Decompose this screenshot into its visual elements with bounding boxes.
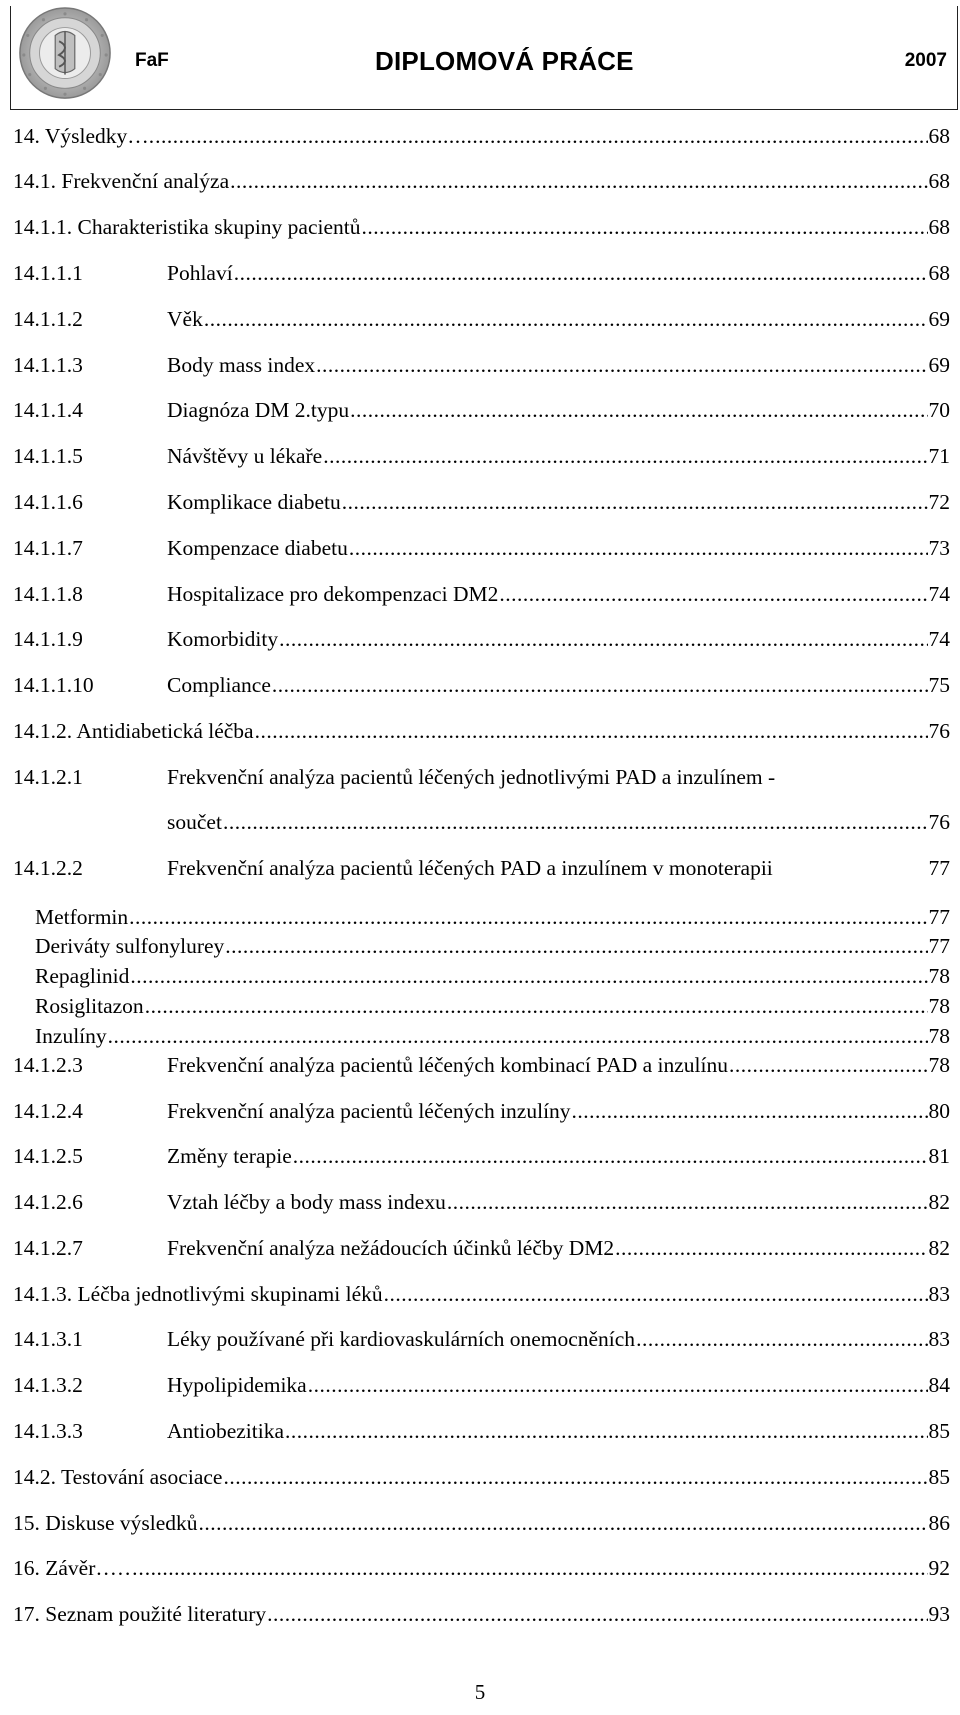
toc-entry-title: 14.1.2. Antidiabetická léčba xyxy=(13,719,254,743)
toc-entry[interactable] xyxy=(13,1021,953,1051)
toc-entry[interactable] xyxy=(13,350,953,380)
toc-entry-body xyxy=(167,533,950,563)
toc-entry[interactable] xyxy=(13,1096,953,1126)
toc-entry[interactable] xyxy=(13,1416,953,1446)
toc-entry-title: Komplikace diabetu xyxy=(167,490,341,514)
toc-entry-title: 14.2. Testování asociace xyxy=(13,1465,223,1489)
toc-entry[interactable] xyxy=(13,931,953,961)
toc-entry-title: Frekvenční analýza nežádoucích účinků léčby DM2 xyxy=(167,1236,615,1260)
toc-entry-title: Compliance xyxy=(167,673,271,697)
dot-leader xyxy=(155,121,927,151)
toc-entry[interactable] xyxy=(13,853,953,883)
toc-entry-body xyxy=(167,1233,950,1263)
toc-entry-number: 14.1.1.3 xyxy=(13,353,83,377)
toc-entry-page: 68 xyxy=(928,261,950,285)
toc-entry[interactable] xyxy=(13,961,953,991)
toc-entry-number: 14.1.2.4 xyxy=(13,1099,83,1123)
toc-entry-body xyxy=(167,1096,950,1126)
dot-leader xyxy=(279,624,927,654)
toc-entry[interactable] xyxy=(13,395,953,425)
dot-leader xyxy=(130,961,927,991)
dot-leader xyxy=(349,533,928,563)
toc-entry-page: 92 xyxy=(928,1556,950,1580)
toc-entry-page: 68 xyxy=(928,124,950,148)
toc-entry-title: Frekvenční analýza pacientů léčených inzulíny xyxy=(167,1099,571,1123)
toc-entry-number: 14.1.2.2 xyxy=(13,856,83,880)
toc-entry-body xyxy=(167,853,950,883)
toc-entry-page: 85 xyxy=(928,1419,950,1443)
toc-entry-number: 14.1.1.1 xyxy=(13,261,83,285)
toc-entry-title: Metformin xyxy=(35,905,129,929)
toc-entry-number: 14.1.3.3 xyxy=(13,1419,83,1443)
toc-entry-title: 15. Diskuse výsledků xyxy=(13,1511,198,1535)
toc-entry-body xyxy=(167,304,950,334)
dot-leader xyxy=(145,1553,928,1583)
toc-entry-title: 14.1.1. Charakteristika skupiny pacientů xyxy=(13,215,361,239)
toc-entry-title: Změny terapie xyxy=(167,1144,292,1168)
toc-entry-page: 83 xyxy=(928,1327,950,1351)
dot-leader xyxy=(230,166,927,196)
toc-entry-page: 76 xyxy=(928,719,950,743)
dot-leader xyxy=(572,1096,928,1126)
toc-entry-continuation[interactable] xyxy=(13,807,953,837)
toc-entry-number: 14.1.2.5 xyxy=(13,1144,83,1168)
toc-entry-number: 14.1.1.7 xyxy=(13,536,83,560)
toc-entry[interactable] xyxy=(13,1462,953,1492)
toc-entry-page: 86 xyxy=(928,1511,950,1535)
dot-leader xyxy=(267,1599,927,1629)
toc-entry-page: 82 xyxy=(928,1236,950,1260)
toc-entry-number: 14.1.1.9 xyxy=(13,627,83,651)
toc-entry-title: Vztah léčby a body mass indexu xyxy=(167,1190,446,1214)
dot-leader xyxy=(129,902,927,932)
dot-leader xyxy=(729,1050,927,1080)
toc-entry[interactable] xyxy=(13,212,953,242)
toc-entry-page: 75 xyxy=(928,673,950,697)
toc-entry[interactable] xyxy=(13,441,953,471)
toc-entry-title: Léky používané při kardiovaskulárních onemocněních xyxy=(167,1327,636,1351)
toc-entry-body xyxy=(167,350,950,380)
toc-entry-body xyxy=(35,902,950,932)
toc-entry-page: 77 xyxy=(928,905,950,929)
toc-entry[interactable] xyxy=(13,258,953,288)
toc-entry-title: Frekvenční analýza pacientů léčených PAD a inzulínem v monoterapii xyxy=(167,856,773,880)
toc-entry-body xyxy=(167,1187,950,1217)
dot-leader xyxy=(615,1233,927,1263)
toc-entry-body xyxy=(13,166,950,196)
toc-entry-page: 68 xyxy=(928,169,950,193)
toc-entry[interactable] xyxy=(13,579,953,609)
dot-leader xyxy=(223,1462,927,1492)
toc-entry-title: Komorbidity xyxy=(167,627,279,651)
toc-entry[interactable] xyxy=(13,1324,953,1354)
toc-entry-body xyxy=(167,1141,950,1171)
toc-entry-body xyxy=(167,1050,950,1080)
toc-entry[interactable] xyxy=(13,1370,953,1400)
toc-entry-page: 78 xyxy=(928,1053,950,1077)
toc-entry[interactable] xyxy=(13,716,953,746)
dot-leader xyxy=(447,1187,928,1217)
toc-entry-page: 71 xyxy=(928,444,950,468)
toc-entry-page: 82 xyxy=(928,1190,950,1214)
toc-entry-title: 14. Výsledky…. xyxy=(13,124,155,148)
dot-leader xyxy=(308,1370,928,1400)
toc-entry-page: 83 xyxy=(928,1282,950,1306)
toc-entry-number: 14.1.1.8 xyxy=(13,582,83,606)
dot-leader xyxy=(225,931,927,961)
toc-entry-title: Návštěvy u lékaře xyxy=(167,444,323,468)
dot-leader xyxy=(204,304,928,334)
toc-entry[interactable] xyxy=(13,304,953,334)
toc-entry-title: Repaglinid xyxy=(35,964,130,988)
header-year: 2007 xyxy=(904,50,947,71)
toc-entry-number: 14.1.2.6 xyxy=(13,1190,83,1214)
toc-entry-title: Antiobezitika xyxy=(167,1419,285,1443)
faculty-seal-logo xyxy=(16,6,114,104)
toc-entry-title: 16. Závěr……. xyxy=(13,1556,144,1580)
dot-leader xyxy=(199,1508,928,1538)
toc-entry-page: 78 xyxy=(928,964,950,988)
toc-entry-number: 14.1.1.2 xyxy=(13,307,83,331)
page-number: 5 xyxy=(474,1680,486,1704)
toc-entry-page: 74 xyxy=(928,627,950,651)
toc-entry[interactable] xyxy=(13,624,953,654)
toc-entry-number: 14.1.1.6 xyxy=(13,490,83,514)
toc-entry-page: 84 xyxy=(928,1373,950,1397)
toc-entry[interactable] xyxy=(13,991,953,1021)
toc-entry[interactable] xyxy=(13,1553,953,1583)
toc-entry-body xyxy=(35,991,950,1021)
toc-entry-title: Inzulíny xyxy=(35,1024,107,1048)
toc-entry-body xyxy=(13,1599,950,1629)
toc-entry-body xyxy=(13,716,950,746)
toc-entry-page: 68 xyxy=(928,215,950,239)
toc-entry-page: 80 xyxy=(928,1099,950,1123)
toc-entry-body xyxy=(167,1416,950,1446)
toc-entry-body xyxy=(13,121,950,151)
toc-entry-title: Body mass index xyxy=(167,353,316,377)
toc-entry-page: 69 xyxy=(928,353,950,377)
toc-entry-title: Frekvenční analýza pacientů léčených kombinací PAD a inzulínu xyxy=(167,1053,729,1077)
toc-entry-body xyxy=(167,441,950,471)
toc-entry-page: 69 xyxy=(928,307,950,331)
toc-entry-title-continued: součet xyxy=(167,810,222,834)
toc-entry-title: 17. Seznam použité literatury xyxy=(13,1602,267,1626)
toc-entry-number: 14.1.2.7 xyxy=(13,1236,83,1260)
dot-leader xyxy=(223,807,928,837)
dot-leader xyxy=(293,1141,928,1171)
toc-entry-body xyxy=(167,579,950,609)
toc-entry-body xyxy=(35,961,950,991)
toc-entry-body xyxy=(167,670,950,700)
toc-entry-page: 78 xyxy=(928,994,950,1018)
toc-entry-body xyxy=(167,624,950,654)
toc-entry-body xyxy=(167,807,950,837)
toc-entry-body xyxy=(167,395,950,425)
dot-leader xyxy=(255,716,928,746)
toc-entry[interactable] xyxy=(13,762,953,792)
toc-entry-page: 93 xyxy=(928,1602,950,1626)
toc-entry-body xyxy=(13,1279,950,1309)
toc-entry-page: 72 xyxy=(928,490,950,514)
dot-leader xyxy=(145,991,928,1021)
toc-entry-title: Diagnóza DM 2.typu xyxy=(167,398,350,422)
dot-leader xyxy=(272,670,928,700)
dot-leader xyxy=(350,395,927,425)
toc-entry-title: 14.1. Frekvenční analýza xyxy=(13,169,230,193)
toc-entry-body xyxy=(13,1508,950,1538)
dot-leader xyxy=(384,1279,928,1309)
toc-entry-body xyxy=(167,258,950,288)
toc-entry-page: 85 xyxy=(928,1465,950,1489)
toc-entry[interactable] xyxy=(13,1279,953,1309)
toc-entry-title: Frekvenční analýza pacientů léčených jednotlivými PAD a inzulínem - xyxy=(167,765,776,789)
toc-entry-number: 14.1.3.1 xyxy=(13,1327,83,1351)
toc-entry-body xyxy=(167,762,950,792)
dot-leader xyxy=(316,350,927,380)
toc-entry-title: Věk xyxy=(167,307,203,331)
header-document-type: DIPLOMOVÁ PRÁCE xyxy=(375,46,634,76)
toc-entry-number: 14.1.1.10 xyxy=(13,673,94,697)
toc-entry[interactable] xyxy=(13,670,953,700)
toc-entry-body xyxy=(13,1553,950,1583)
toc-entry-body xyxy=(35,1021,950,1051)
toc-entry-title: Pohlaví xyxy=(167,261,233,285)
toc-entry-number: 14.1.1.4 xyxy=(13,398,83,422)
toc-entry[interactable] xyxy=(13,1599,953,1629)
toc-entry-page: 77 xyxy=(928,934,950,958)
toc-entry-number: 14.1.2.3 xyxy=(13,1053,83,1077)
toc-entry-page: 78 xyxy=(928,1024,950,1048)
toc-entry-page: 81 xyxy=(928,1144,950,1168)
toc-entry[interactable] xyxy=(13,1187,953,1217)
toc-entry-body xyxy=(167,1370,950,1400)
toc-entry[interactable] xyxy=(13,533,953,563)
toc-entry-number: 14.1.1.5 xyxy=(13,444,83,468)
toc-entry[interactable] xyxy=(13,1233,953,1263)
toc-entry-body xyxy=(13,212,950,242)
toc-entry[interactable] xyxy=(13,487,953,517)
toc-entry-number: 14.1.2.1 xyxy=(13,765,83,789)
page-header xyxy=(10,6,958,110)
dot-leader xyxy=(108,1021,928,1051)
toc-entry[interactable] xyxy=(13,166,953,196)
toc-entry-title: 14.1.3. Léčba jednotlivými skupinami léků xyxy=(13,1282,383,1306)
toc-entry-title: Rosiglitazon xyxy=(35,994,144,1018)
dot-leader xyxy=(636,1324,927,1354)
toc-entry-body xyxy=(35,931,950,961)
toc-entry-title: Hypolipidemika xyxy=(167,1373,307,1397)
toc-entry-page: 70 xyxy=(928,398,950,422)
toc-entry-title: Kompenzace diabetu xyxy=(167,536,348,560)
toc-entry[interactable] xyxy=(13,1508,953,1538)
dot-leader xyxy=(362,212,928,242)
toc-entry[interactable] xyxy=(13,1050,953,1080)
toc-entry-body xyxy=(167,487,950,517)
toc-entry[interactable] xyxy=(13,121,953,151)
toc-entry[interactable] xyxy=(13,902,953,932)
dot-leader xyxy=(234,258,928,288)
toc-entry-page: 77 xyxy=(928,856,950,880)
toc-entry-title: Deriváty sulfonylurey xyxy=(35,934,225,958)
toc-entry-number: 14.1.3.2 xyxy=(13,1373,83,1397)
toc-entry-body xyxy=(167,1324,950,1354)
header-faculty-abbrev: FaF xyxy=(135,50,169,71)
toc-entry[interactable] xyxy=(13,1141,953,1171)
dot-leader xyxy=(285,1416,927,1446)
toc-entry-page: 76 xyxy=(928,810,950,834)
dot-leader xyxy=(342,487,928,517)
dot-leader xyxy=(499,579,927,609)
toc-entry-page: 74 xyxy=(928,582,950,606)
toc-entry-body xyxy=(13,1462,950,1492)
toc-entry-title: Hospitalizace pro dekompenzaci DM2 xyxy=(167,582,499,606)
dot-leader xyxy=(323,441,927,471)
toc-entry-page: 73 xyxy=(928,536,950,560)
